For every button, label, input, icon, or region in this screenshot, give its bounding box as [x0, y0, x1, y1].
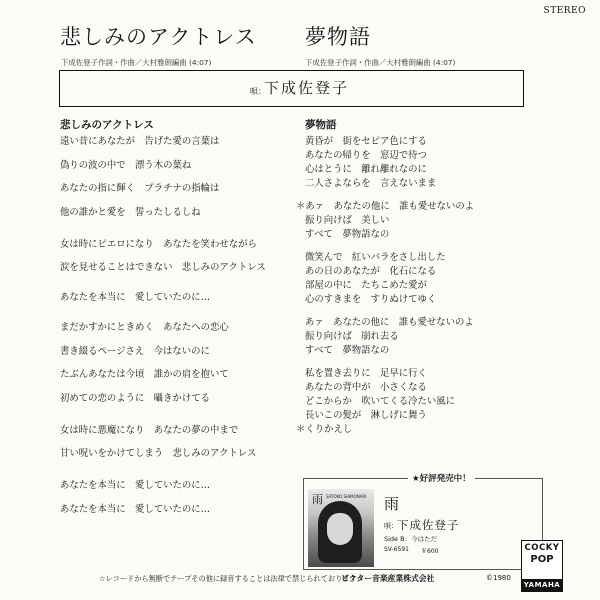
- lyric-line: 黄昏が 街をセピア色にする: [305, 136, 427, 147]
- promo-side-b: Side B：今はただ: [384, 535, 438, 543]
- record-cover-photo: [308, 489, 374, 567]
- lyric-line: 他の誰かと愛を 誓ったしるしね: [60, 206, 201, 218]
- lyric-line: 女は時に悪魔になり あなたの夢の中まで: [60, 424, 239, 436]
- cocky-pop-logo: [521, 540, 563, 592]
- copyright-year: ©1980: [486, 574, 511, 582]
- stereo-label: STEREO: [543, 6, 586, 16]
- photo-title: 雨: [312, 493, 323, 506]
- singer-label: 唄：: [250, 87, 266, 96]
- promo-title: 雨: [384, 495, 400, 513]
- lyric-line: 書き綴るページさえ 今はないのに: [60, 345, 210, 357]
- lyric-line: 長いこの髪が 淋しげに舞う: [305, 410, 427, 421]
- song2-big-title: 夢物語: [305, 25, 371, 49]
- lyric-line: 偽りの波の中で 漂う木の葉ね: [60, 159, 192, 171]
- lyric-line: 微笑んで 紅いバラをさし出した: [305, 252, 446, 263]
- company-name: ビクター音楽産業株式会社: [341, 574, 435, 583]
- promo-price: ￥600: [421, 548, 439, 555]
- song1-big-title: 悲しみのアクトレス: [60, 25, 257, 49]
- promo-singer: 下成佐登子: [397, 518, 460, 532]
- lyric-line: あなたの帰りを 窓辺で待つ: [305, 150, 427, 161]
- photo-romaji: SATOKO SHIMONARI: [326, 494, 367, 499]
- song1-lyrics: [60, 135, 266, 517]
- lyric-line: 私を置き去りに 足早に行く: [305, 368, 427, 379]
- song1-credit: 下成佐登子作詞・作曲／大村雅朗編曲 (4:07): [61, 58, 212, 67]
- lyric-line: 部屋の中に たちこめた愛が: [305, 280, 427, 291]
- promo-singer-label: 唄：: [384, 522, 398, 530]
- lyric-line: ＊くりかえし: [296, 424, 353, 435]
- logo-line3: YAMAHA: [523, 581, 561, 589]
- lyric-line: まだかすかにときめく あなたへの恋心: [60, 322, 229, 333]
- lyric-line: すべて 夢物語なの: [305, 345, 390, 356]
- lyric-line: あの日のあなたが 化石になる: [305, 266, 437, 277]
- lyric-line: ＊あァ あなたの他に 誰も愛せないのよ: [296, 201, 475, 212]
- lyric-line: あなたを本当に 愛していたのに…: [60, 503, 211, 515]
- song2-lyrics: [296, 135, 474, 437]
- lyric-line: 振り向けば 美しい: [305, 215, 390, 226]
- lyric-line: 二人さよならを 言えないまま: [305, 178, 437, 189]
- promo-box: [303, 474, 543, 570]
- lyric-line: どこからか 吹いてくる冷たい風に: [305, 396, 456, 407]
- lyric-line: すべて 夢物語なの: [305, 229, 390, 240]
- lyric-line: たぶんあなたは今頃 誰かの肩を抱いて: [60, 369, 229, 380]
- song2-credit: 下成佐登子作詞・作曲／大村雅朗編曲 (4:07): [305, 58, 456, 67]
- song2-lyrics-title: 夢物語: [305, 119, 337, 131]
- singer-name: 下成佐登子: [264, 79, 350, 97]
- promo-header: ★好評発売中！: [408, 472, 475, 484]
- lyric-line: 涙を見せることはできない 悲しみのアクトレス: [60, 262, 266, 273]
- lyric-line: 初めての恋のように 囁きかけてる: [60, 392, 211, 404]
- lyric-line: 振り向けば 崩れ去る: [305, 331, 399, 342]
- logo-line1: COCKY: [524, 543, 560, 553]
- lyric-line: 遠い昔にあなたが 告げた愛の言葉は: [60, 136, 220, 147]
- lyric-line: あァ あなたの他に 誰も愛せないのよ: [305, 317, 474, 328]
- logo-line2: POP: [530, 554, 554, 565]
- promo-catalog: SV-6591: [384, 546, 409, 553]
- singer-box: [59, 70, 524, 107]
- copyright-notice: ☆レコードから無断でテープその他に録音することは法律で禁じられております☆: [99, 574, 364, 583]
- lyric-line: 女は時にピエロになり あなたを笑わせながら: [60, 238, 257, 250]
- lyric-line: あなたの背中が 小さくなる: [305, 382, 427, 393]
- lyric-line: あなたを本当に 愛していたのに…: [60, 480, 211, 491]
- lyric-line: あなたを本当に 愛していたのに…: [60, 292, 211, 303]
- lyric-line: 心はとうに 離れ離れなのに: [305, 164, 427, 175]
- song1-lyrics-title: 悲しみのアクトレス: [60, 119, 154, 131]
- lyric-line: 心のすきまを すりぬけてゆく: [305, 294, 437, 305]
- lyric-line: あなたの指に輝く プラチナの指輪は: [60, 183, 220, 194]
- lyric-line: 甘い呪いをかけてしまう 悲しみのアクトレス: [60, 448, 257, 459]
